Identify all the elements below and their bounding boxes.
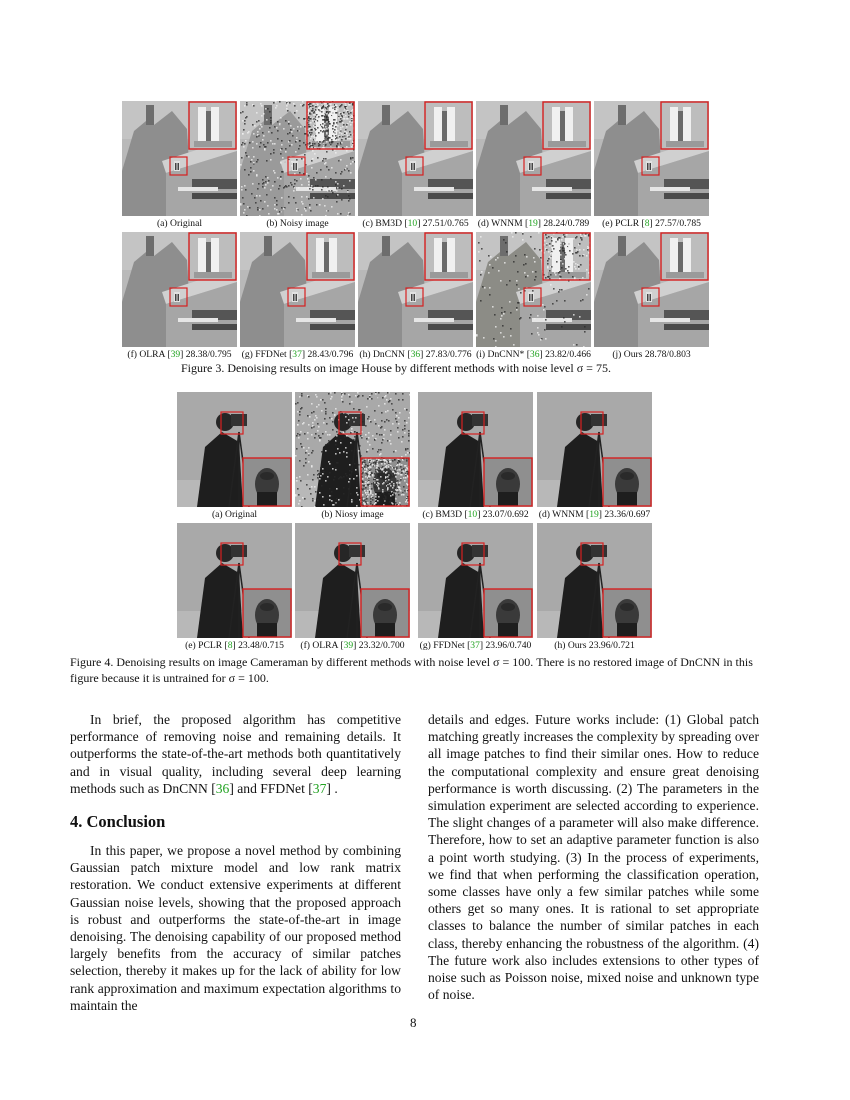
- subfigure-caption: [582, 349, 721, 360]
- result-image-panel: [177, 523, 292, 638]
- result-image-panel: [358, 232, 473, 347]
- result-image-panel: [476, 101, 591, 216]
- subfigure-label: (f) OLRA [: [300, 640, 344, 651]
- para1-text-b: ] and FFDNet [: [229, 780, 313, 796]
- subfigure-citation[interactable]: 37: [470, 640, 480, 651]
- subfigure-citation[interactable]: 39: [343, 640, 354, 651]
- subfigure-label: (e) PCLR [: [602, 218, 645, 229]
- subfigure-citation[interactable]: 39: [170, 349, 181, 360]
- subfigure-label: (e) PCLR [: [185, 640, 228, 651]
- subfigure-metric: ] 27.83/0.776: [420, 349, 472, 360]
- para1-text-a: In brief, the proposed algorithm has competitive performance of removing noise and remaining details. It outperforms the state-of-the-art methods both quantitatively and in visual quality, including several deep learning methods such as DnCNN [: [70, 712, 401, 796]
- subfigure-label: (a) Original: [211, 509, 258, 520]
- subfigure-label: (g) FFDNet [: [419, 640, 471, 651]
- subfigure-metric: 28.78/0.803: [642, 349, 691, 360]
- subfigure-citation[interactable]: 10: [407, 218, 418, 229]
- subfigure-citation[interactable]: 36: [410, 349, 421, 360]
- result-image-panel: [418, 392, 533, 507]
- right-column-paragraph: [428, 711, 759, 1003]
- conclusion-paragraph: In this paper, we propose a novel method by combining Gaussian patch mixture model and low rank matrix restoration. We conduct extensive experiments at different Gaussian noise levels, showing that the proposed approach is robust and outperforms the state-of-the-art in image denoising. The denoising capability of our proposed method largely benefits from the accuracy of similar patches selection, thereby it makes up for the lack of ability for low rank approximation and maximum expectation algorithms to maintain the: [70, 843, 401, 1013]
- result-image-panel: [295, 392, 410, 507]
- result-image-panel: [122, 232, 237, 347]
- subfigure-metric: ] 27.51/0.765: [417, 218, 469, 229]
- subfigure-label: (a) Original: [156, 218, 203, 229]
- left-column-paragraph-2: [70, 842, 401, 1014]
- result-image-panel: [418, 523, 533, 638]
- result-image-panel: [295, 523, 410, 638]
- result-image-panel: [240, 232, 355, 347]
- subfigure-citation[interactable]: 19: [528, 218, 538, 229]
- result-image-panel: [594, 232, 709, 347]
- result-image-panel: [537, 523, 652, 638]
- page-number: 8: [410, 1015, 417, 1030]
- subfigure-label: (c) BM3D [: [362, 218, 408, 229]
- subfigure-metric: ] 28.43/0.796: [301, 349, 354, 360]
- citation-dncnn[interactable]: 36: [215, 780, 230, 796]
- subfigure-metric: 23.96/0.721: [586, 640, 635, 651]
- subfigure-metric: ] 23.48/0.715: [232, 640, 284, 651]
- result-image-panel: [122, 101, 237, 216]
- figure-3-caption: Figure 3. Denoising results on image House by different methods with noise level σ = 75.: [181, 361, 611, 375]
- subfigure-metric: ] 28.24/0.789: [537, 218, 590, 229]
- citation-ffdnet[interactable]: 37: [312, 780, 327, 796]
- subfigure-label: (d) WNNM [: [477, 218, 529, 229]
- subfigure-label: (g) FFDNet [: [241, 349, 293, 360]
- result-image-panel: [177, 392, 292, 507]
- subfigure-citation[interactable]: 19: [589, 509, 599, 520]
- subfigure-caption: [283, 640, 422, 651]
- future-work-paragraph: details and edges. Future works include: (1) Global patch matching greatly increases the complexity by spreading over all image patches to find their similar ones. How to reduce the computational complexity and ensure great denoising performance is worth discussing. (2) The parameters in the simulation experiment are selected according to experience. The slight changes of a parameter will also make difference. Therefore, how to set an adaptive parameter function is also a point worth studying. (3) In the process of experiments, we find that when performing the classification operation, some classes have only a few similar patches while some others get so many ones. It is rational to set appropriate classes to balance the number of similar patches in each class, thereby enhancing the robustness of the algorithm. (4) The future work also includes extensions to other types of noise such as Poisson noise, mixed noise and unknown type of noise.: [428, 712, 759, 1003]
- result-image-panel: [594, 101, 709, 216]
- subfigure-label: (f) OLRA [: [127, 349, 171, 360]
- subfigure-label: (d) WNNM [: [538, 509, 590, 520]
- result-image-panel: [358, 101, 473, 216]
- subfigure-caption: [283, 509, 422, 520]
- result-image-panel: [476, 232, 591, 347]
- subfigure-metric: ] 28.38/0.795: [180, 349, 232, 360]
- subfigure-label: (h) DnCNN [: [359, 349, 411, 360]
- subfigure-citation[interactable]: 10: [467, 509, 478, 520]
- result-image-panel: [537, 392, 652, 507]
- subfigure-caption: [525, 509, 664, 520]
- subfigure-caption: [525, 640, 664, 651]
- subfigure-metric: ] 23.82/0.466: [539, 349, 591, 360]
- subfigure-metric: ] 23.07/0.692: [477, 509, 529, 520]
- subfigure-label: (b) Niosy image: [321, 509, 384, 520]
- para1-text-c: ] .: [326, 780, 338, 796]
- subfigure-label: (b) Noisy image: [266, 218, 329, 229]
- subfigure-citation[interactable]: 8: [644, 218, 650, 229]
- subfigure-label: (h) Ours: [554, 640, 587, 651]
- section-heading-conclusion: 4. Conclusion: [70, 812, 166, 831]
- subfigure-citation[interactable]: 37: [292, 349, 302, 360]
- subfigure-metric: ] 23.36/0.697: [598, 509, 651, 520]
- subfigure-metric: ] 23.96/0.740: [479, 640, 532, 651]
- subfigure-caption: [582, 218, 721, 229]
- subfigure-label: (c) BM3D [: [422, 509, 468, 520]
- subfigure-citation[interactable]: 36: [529, 349, 540, 360]
- subfigure-label: (j) Ours: [612, 349, 643, 360]
- subfigure-citation[interactable]: 8: [227, 640, 233, 651]
- subfigure-metric: ] 27.57/0.785: [649, 218, 701, 229]
- result-image-panel: [240, 101, 355, 216]
- figure-4-caption: Figure 4. Denoising results on image Cameraman by different methods with noise level σ = 100. There is no restored image of DnCNN in this figure because it is untrained for σ = 100.: [70, 655, 753, 685]
- subfigure-label: (i) DnCNN* [: [476, 349, 530, 360]
- subfigure-metric: ] 23.32/0.700: [353, 640, 405, 651]
- left-column-paragraph-1: [70, 711, 401, 797]
